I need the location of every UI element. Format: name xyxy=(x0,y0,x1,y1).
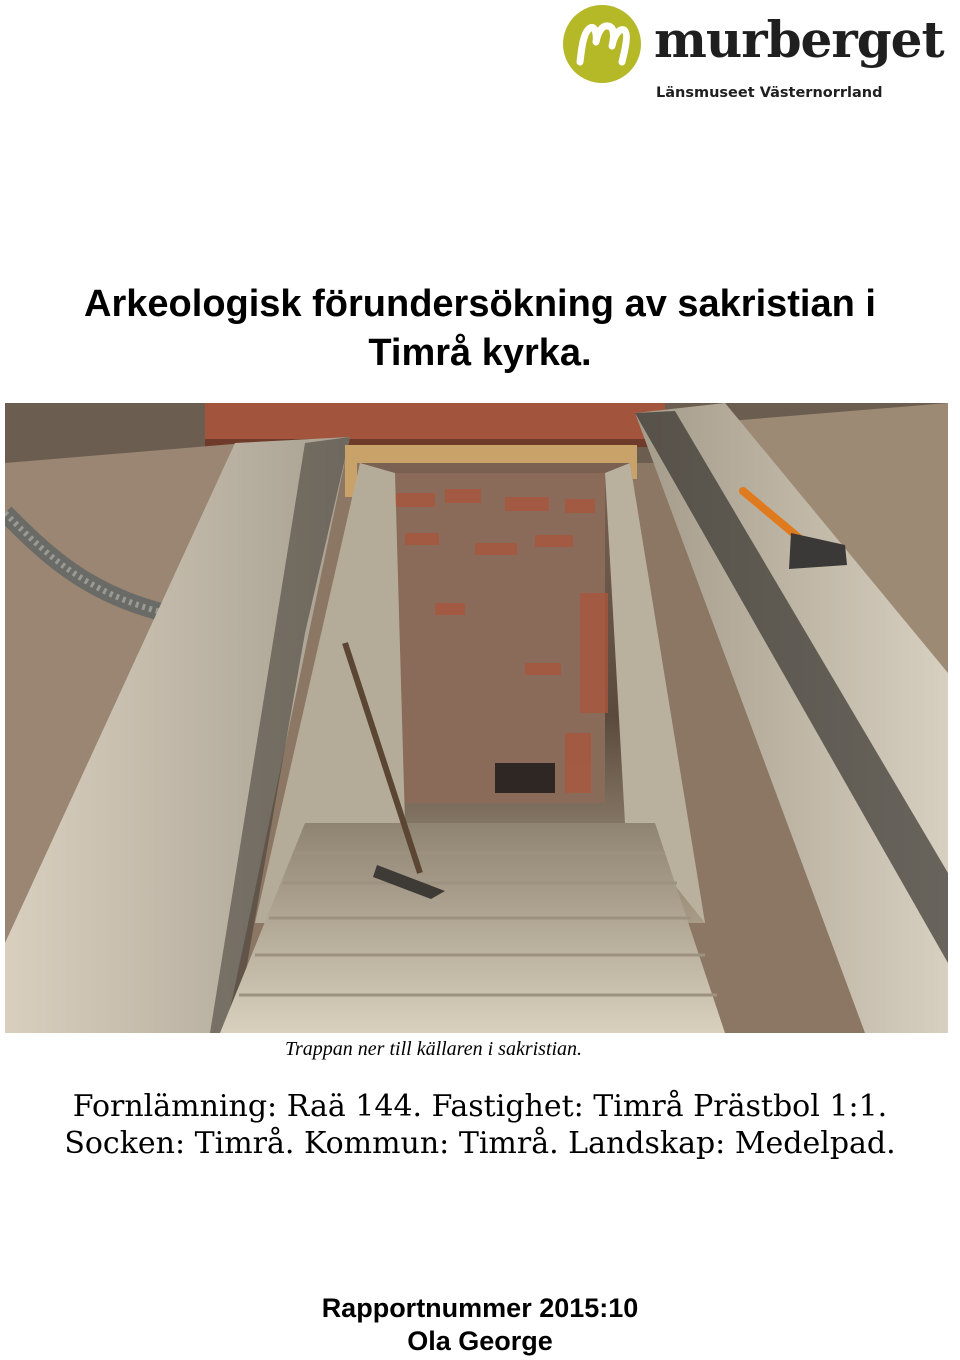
site-metadata-line-2: Socken: Timrå. Kommun: Timrå. Landskap: Medelpad. xyxy=(64,1126,896,1161)
photo-caption: Trappan ner till källaren i sakristian. xyxy=(285,1038,583,1060)
logo-wordmark: murberget xyxy=(654,10,944,69)
logo-subtitle: Länsmuseet Västernorrland xyxy=(656,85,883,101)
murberget-m-icon xyxy=(562,4,642,84)
site-metadata-line-1: Fornlämning: Raä 144. Fastighet: Timrå Prästbol 1:1. xyxy=(72,1089,888,1124)
site-metadata xyxy=(0,1088,960,1162)
cellar-staircase-photo xyxy=(5,403,948,1033)
report-footer xyxy=(0,1292,960,1358)
report-title-line-1: Arkeologisk förundersökning av sakristian i xyxy=(84,283,876,325)
murberget-logo xyxy=(560,4,960,104)
report-author: Ola George xyxy=(407,1326,553,1356)
report-title xyxy=(0,280,960,378)
report-number: Rapportnummer 2015:10 xyxy=(321,1293,639,1323)
report-title-line-2: Timrå kyrka. xyxy=(368,332,592,374)
